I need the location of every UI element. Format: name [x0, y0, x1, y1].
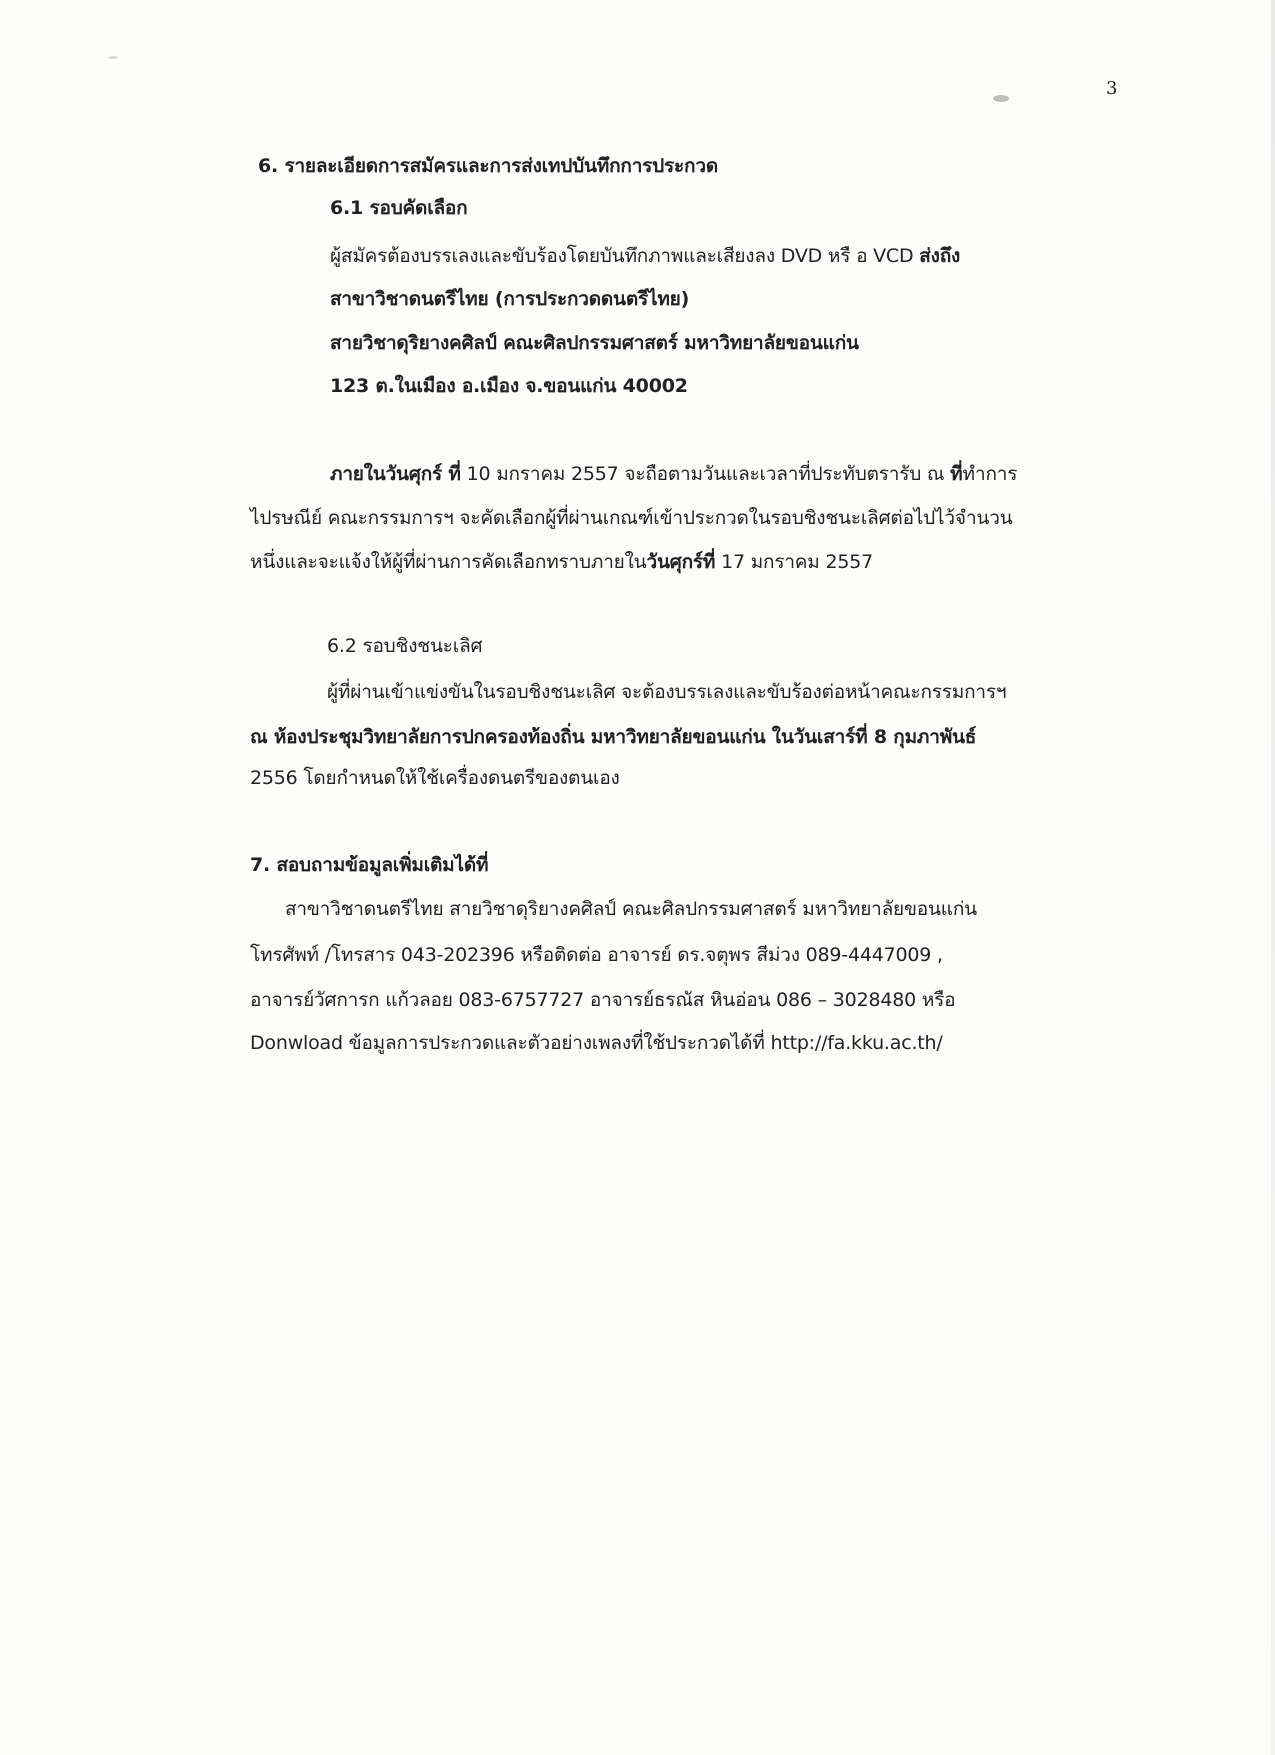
section7-line1: สาขาวิชาดนตรีไทย สายวิชาดุริยางคศิลป์ คณะศิลปกรรมศาสตร์ มหาวิทยาลัยขอนแก่น [285, 898, 977, 920]
para2-line1: ผู้ที่ผ่านเข้าแข่งขันในรอบชิงชนะเลิศ จะต้องบรรเลงและขับร้องต่อหน้าคณะกรรมการฯ [327, 681, 1007, 703]
scan-edge [1271, 0, 1275, 1755]
subsection-6-1-title: 6.1 รอบคัดเลือก [330, 197, 468, 219]
subsection-6-2-title: 6.2 รอบชิงชนะเลิศ [327, 635, 483, 657]
para1-bold-a: ภายในวันศุกร์ ที่ [330, 463, 461, 485]
sub1-line2: สาขาวิชาดนตรีไทย (การประกวดดนตรีไทย) [330, 288, 690, 310]
sub1-line1 [330, 242, 960, 270]
para2-line3: 2556 โดยกำหนดให้ใช้เครื่องดนตรีของตนเอง [250, 767, 620, 789]
para1-line1 [330, 460, 1017, 488]
scan-smudge [993, 95, 1009, 102]
section-6-heading: 6. รายละเอียดการสมัครและการส่งเทปบันทึกการประกวด [258, 155, 718, 177]
section-7-heading: 7. สอบถามข้อมูลเพิ่มเติมได้ที่ [250, 854, 489, 876]
para1-text-b: 10 มกราคม 2557 จะถือตามวันและเวลาที่ประทับตรารับ ณ [460, 463, 951, 485]
para1-line2: ไปรษณีย์ คณะกรรมการฯ จะคัดเลือกผู้ที่ผ่านเกณฑ์เข้าประกวดในรอบชิงชนะเลิศต่อไปไว้จำนวน [250, 507, 1013, 529]
section7-line3: อาจารย์วัศการก แก้วลอย 083-6757727 อาจารย์ธรณัส หินอ่อน 086 – 3028480 หรือ [250, 989, 956, 1011]
para1-line3-text: หนึ่งและจะแจ้งให้ผู้ที่ผ่านการคัดเลือกทราบภายใน [250, 551, 647, 573]
page-number: 3 [1106, 78, 1118, 99]
section7-line2: โทรศัพท์ /โทรสาร 043-202396 หรือติดต่อ อาจารย์ ดร.จตุพร สีม่วง 089-4447009 , [250, 944, 943, 966]
sub1-line1-text: ผู้สมัครต้องบรรเลงและขับร้องโดยบันทึกภาพและเสียงลง DVD หรื อ VCD [330, 245, 920, 267]
section7-line4: Donwload ข้อมูลการประกวดและตัวอย่างเพลงที่ใช้ประกวดได้ที่ http://fa.kku.ac.th/ [250, 1032, 943, 1054]
para1-line3-date: 17 มกราคม 2557 [715, 551, 874, 573]
para1-bold-c: ที่ [950, 463, 963, 485]
sub1-line4: 123 ต.ในเมือง อ.เมือง จ.ขอนแก่น 40002 [330, 375, 688, 397]
scan-smudge [108, 56, 118, 59]
sub1-line3: สายวิชาดุริยางคศิลป์ คณะศิลปกรรมศาสตร์ มหาวิทยาลัยขอนแก่น [330, 332, 859, 354]
sub1-line1-bold: ส่งถึง [919, 245, 961, 267]
para1-text-d: ทำการ [962, 463, 1018, 485]
para2-line2: ณ ห้องประชุมวิทยาลัยการปกครองท้องถิ่น มหาวิทยาลัยขอนแก่น ในวันเสาร์ที่ 8 กุมภาพันธ์ [250, 726, 977, 748]
para1-line3-bold: วันศุกร์ที่ [646, 551, 716, 573]
para1-line3 [250, 548, 873, 576]
